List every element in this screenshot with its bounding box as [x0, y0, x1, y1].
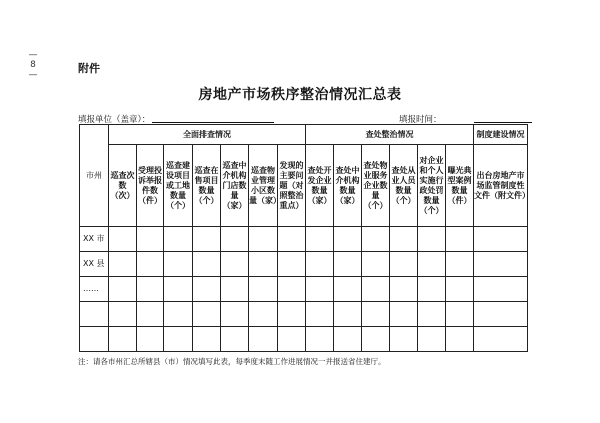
fill-unit-label: 填报单位（盖章）：	[78, 115, 151, 125]
page-number-digit: 8	[30, 60, 36, 70]
table-cell[interactable]	[446, 227, 474, 252]
table-cell[interactable]	[446, 277, 474, 302]
column-header: 查处中介机构数量（家）	[334, 145, 362, 227]
table-cell[interactable]	[109, 252, 137, 277]
column-header: 巡查中介机构门店数量（家）	[221, 145, 249, 227]
fill-time-blank-line	[474, 122, 532, 123]
table-header-row-columns	[80, 145, 528, 227]
table-cell[interactable]	[390, 277, 418, 302]
column-header: 查处物业服务企业数量（个）	[362, 145, 390, 227]
table-row	[80, 227, 528, 252]
summary-table	[79, 124, 528, 352]
page-number-dash-bottom: —	[28, 70, 38, 80]
table-cell[interactable]	[137, 327, 164, 352]
table-cell[interactable]	[164, 252, 193, 277]
table-cell[interactable]	[278, 327, 306, 352]
table-cell[interactable]	[390, 302, 418, 327]
table-cell[interactable]	[306, 252, 334, 277]
table-cell[interactable]	[249, 327, 278, 352]
column-header: 受理投诉举报件数（件）	[137, 145, 164, 227]
table-cell[interactable]	[249, 252, 278, 277]
attachment-label: 附件	[78, 62, 100, 75]
table-cell[interactable]	[109, 227, 137, 252]
column-header: 曝光典型案例数量（件）	[446, 145, 474, 227]
column-header: 巡查建设项目或工地数量（个）	[164, 145, 193, 227]
row-label	[80, 327, 109, 352]
table-cell[interactable]	[109, 302, 137, 327]
table-cell[interactable]	[362, 252, 390, 277]
table-row	[80, 302, 528, 327]
table-cell[interactable]	[193, 327, 221, 352]
table-cell[interactable]	[418, 227, 446, 252]
row-label: ……	[80, 277, 109, 302]
table-cell[interactable]	[193, 302, 221, 327]
table-cell[interactable]	[109, 277, 137, 302]
table-cell[interactable]	[474, 302, 528, 327]
table-cell[interactable]	[221, 227, 249, 252]
table-cell[interactable]	[446, 327, 474, 352]
table-cell[interactable]	[418, 327, 446, 352]
table-cell[interactable]	[249, 302, 278, 327]
table-row	[80, 327, 528, 352]
table-cell[interactable]	[390, 227, 418, 252]
table-cell[interactable]	[164, 227, 193, 252]
table-cell[interactable]	[164, 327, 193, 352]
table-cell[interactable]	[137, 277, 164, 302]
row-label: XX 市	[80, 227, 109, 252]
table-cell[interactable]	[474, 252, 528, 277]
footnote: 注：请各市州汇总所辖县（市）情况填写此表，每季度末随工作进展情况一并报送省住建厅。	[78, 357, 386, 366]
table-cell[interactable]	[334, 252, 362, 277]
column-header: 巡查在售项目数量（个）	[193, 145, 221, 227]
column-header: 对企业和个人实施行政处罚数量（个）	[418, 145, 446, 227]
row-label: XX 县	[80, 252, 109, 277]
table-cell[interactable]	[446, 302, 474, 327]
table-cell[interactable]	[221, 302, 249, 327]
table-cell[interactable]	[418, 252, 446, 277]
row-label	[80, 302, 109, 327]
table-cell[interactable]	[474, 277, 528, 302]
table-cell[interactable]	[418, 277, 446, 302]
table-cell[interactable]	[137, 227, 164, 252]
table-cell[interactable]	[362, 227, 390, 252]
column-header: 查处从业人员数量（个）	[390, 145, 418, 227]
column-header: 巡查物业管理小区数量（家）	[249, 145, 278, 227]
page-title: 房地产市场秩序整治情况汇总表	[198, 87, 402, 103]
table-cell[interactable]	[164, 302, 193, 327]
table-cell[interactable]	[221, 327, 249, 352]
table-cell[interactable]	[334, 227, 362, 252]
table-cell[interactable]	[193, 227, 221, 252]
group-header-inspection: 全面排查情况	[109, 125, 306, 145]
table-row	[80, 277, 528, 302]
fill-unit-blank-line	[152, 122, 274, 123]
table-cell[interactable]	[446, 252, 474, 277]
table-cell[interactable]	[193, 252, 221, 277]
table-cell[interactable]	[390, 252, 418, 277]
table-cell[interactable]	[221, 252, 249, 277]
table-cell[interactable]	[249, 277, 278, 302]
city-header: 市州	[80, 125, 109, 227]
table-cell[interactable]	[221, 277, 249, 302]
table-cell[interactable]	[278, 227, 306, 252]
table-row	[80, 252, 528, 277]
table-cell[interactable]	[164, 277, 193, 302]
table-cell[interactable]	[362, 327, 390, 352]
page-number	[28, 50, 38, 80]
table-cell[interactable]	[306, 302, 334, 327]
table-cell[interactable]	[362, 277, 390, 302]
column-header: 出台房地产市场监管制度性文件（附文件）	[474, 145, 528, 227]
table-cell[interactable]	[109, 327, 137, 352]
table-cell[interactable]	[193, 277, 221, 302]
table-cell[interactable]	[137, 302, 164, 327]
fill-time-label: 填报时间：	[399, 115, 442, 125]
table-cell[interactable]	[474, 227, 528, 252]
table-cell[interactable]	[137, 252, 164, 277]
page-number-dash-top: —	[28, 50, 38, 60]
group-header-regulation: 制度建设情况	[474, 125, 528, 145]
table-cell[interactable]	[334, 302, 362, 327]
table-cell[interactable]	[278, 252, 306, 277]
group-header-enforcement: 查处整治情况	[306, 125, 474, 145]
table-cell[interactable]	[334, 327, 362, 352]
table-header-row-groups	[80, 125, 528, 145]
table-cell[interactable]	[306, 277, 334, 302]
table-cell[interactable]	[306, 327, 334, 352]
table-cell[interactable]	[334, 277, 362, 302]
column-header: 查处开发企业数量（家）	[306, 145, 334, 227]
table-cell[interactable]	[278, 277, 306, 302]
table-cell[interactable]	[418, 302, 446, 327]
table-cell[interactable]	[306, 227, 334, 252]
table-cell[interactable]	[390, 327, 418, 352]
table-cell[interactable]	[249, 227, 278, 252]
column-header: 发现的主要问题（对照整治重点）	[278, 145, 306, 227]
column-header: 巡查次数（次）	[109, 145, 137, 227]
table-cell[interactable]	[474, 327, 528, 352]
table-cell[interactable]	[278, 302, 306, 327]
table-cell[interactable]	[362, 302, 390, 327]
